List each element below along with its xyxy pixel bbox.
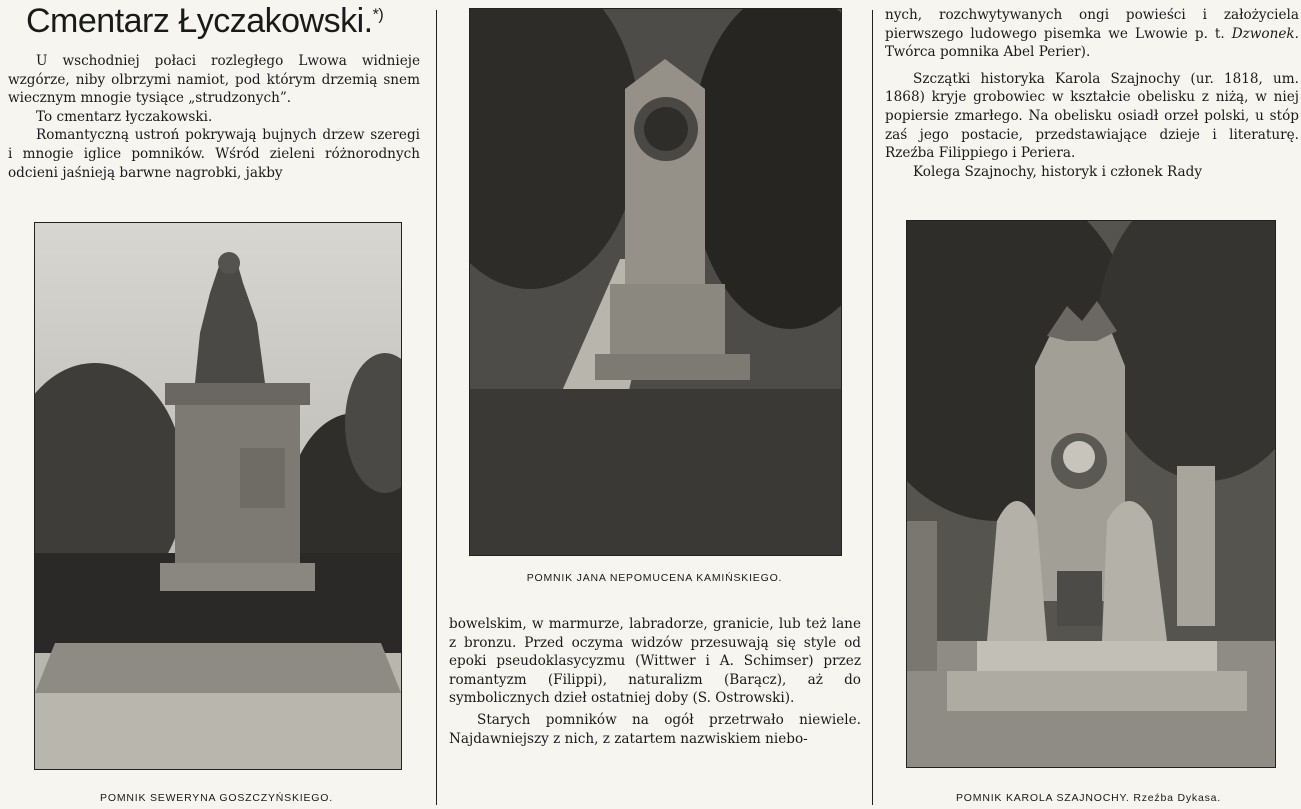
article-text-col2 xyxy=(449,615,861,748)
photo-goszczynski-monument xyxy=(34,222,402,770)
column-3 xyxy=(876,0,1301,809)
photo-szajnocha-monument xyxy=(906,220,1276,768)
paragraph-3: Romantyczną ustroń pokrywają bujnych drzew szeregi i mnogie iglice pomników. Wśród zieleni różnorodnych odcieni jaśnieją barwne nagrobki, jakby xyxy=(8,127,420,181)
column-1 xyxy=(0,0,433,809)
column-rule-left xyxy=(436,10,437,805)
article-text-col3 xyxy=(885,6,1299,181)
journal-name: Dzwonek. xyxy=(1231,25,1299,42)
column-rule-right xyxy=(872,10,873,805)
paragraph-1: U wschodniej połaci rozległego Lwowa widnieje wzgórze, niby olbrzymi namiot, pod którym drzemią snem wiecznym mnogie tysiące „strudzonych”. xyxy=(8,53,420,107)
column-2 xyxy=(441,0,868,809)
article-text-col1 xyxy=(8,52,420,182)
paragraph-7: Szczątki historyka Karola Szajnochy (ur. 1818, um. 1868) kryje grobowiec w kształcie obelisku z niżą, w niej popiersie zmarłego. Na obelisku osiadł orzeł polski, u stóp zaś jego postacie, przedstawiające dzieje i literaturę. Rzeźba Filippiego i Periera. xyxy=(885,70,1299,162)
caption-szajnocha: POMNIK KAROLA SZAJNOCHY. Rzeźba Dykasa. xyxy=(956,792,1221,804)
footnote-mark: *) xyxy=(372,6,384,24)
paragraph-5: Starych pomników na ogół przetrwało niewiele. Najdawniejszy z nich, z zatartem nazwiskiem niebo- xyxy=(449,711,861,747)
article-title: Cmentarz Łyczakowski.*) xyxy=(26,2,384,40)
paragraph-4: bowelskim, w marmurze, labradorze, granicie, lub też lane z bronzu. Przed oczyma widzów przesuwają się style od epoki pseudoklasycyzmu (Wittwer i A. Schimser) przez romantyzm (Filippi), naturalizm (Barącz), aż do symbolicznych dzieł ostatniej doby (S. Ostrowski). xyxy=(449,616,861,707)
caption-kaminski: POMNIK JANA NEPOMUCENA KAMIŃSKIEGO. xyxy=(526,572,783,584)
caption-goszczynski: POMNIK SEWERYNA GOSZCZYŃSKIEGO. xyxy=(100,792,333,804)
paragraph-2: To cmentarz łyczakowski. xyxy=(36,108,213,125)
paragraph-8: Kolega Szajnochy, historyk i członek Rady xyxy=(913,163,1202,180)
photo-kaminski-monument xyxy=(469,8,842,556)
paragraph-6: nych, rozchwytywanych ongi powieści i założyciela pierwszego ludowego pisemka we Lwowie p. t. Dzwonek. Twórca pomnika Abel Perier). xyxy=(885,7,1299,61)
